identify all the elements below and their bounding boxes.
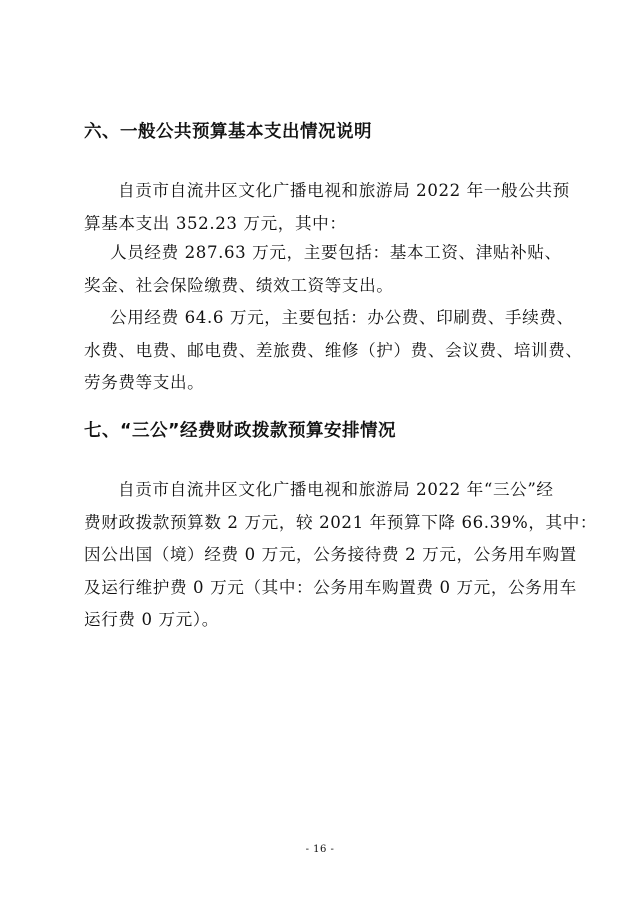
section-6-paragraph-2 — [84, 237, 562, 302]
text-line: 费财政拨款预算数 2 万元，较 2021 年预算下降 66.39%，其中： — [84, 512, 598, 532]
text-line: 自贡市自流井区文化广播电视和旅游局 2022 年一般公共预 — [118, 181, 570, 200]
page-number: - 16 - — [305, 844, 335, 855]
section-6-heading: 六、一般公共预算基本支出情况说明 — [84, 122, 372, 142]
section-7-paragraph-1 — [84, 474, 598, 637]
text-line: 运行费 0 万元）。 — [84, 610, 219, 629]
text-line: 人员经费 287.63 万元，主要包括：基本工资、津贴补贴、 — [110, 243, 562, 262]
section-6-paragraph-3 — [84, 302, 583, 400]
text-line: 水费、电费、邮电费、差旅费、维修（护）费、会议费、培训费、 — [84, 340, 583, 360]
section-7-heading: 七、“三公”经费财政拨款预算安排情况 — [84, 421, 397, 441]
section-6-paragraph-1 — [84, 175, 570, 240]
text-line: 及运行维护费 0 万元（其中：公务用车购置费 0 万元，公务用车 — [84, 577, 577, 597]
text-line: 劳务费等支出。 — [84, 373, 205, 392]
text-line: 自贡市自流井区文化广播电视和旅游局 2022 年“三公”经 — [118, 480, 554, 499]
text-line: 奖金、社会保险缴费、绩效工资等支出。 — [84, 275, 394, 295]
text-line: 算基本支出 352.23 万元，其中： — [84, 213, 347, 233]
text-line: 因公出国（境）经费 0 万元，公务接待费 2 万元，公务用车购置 — [84, 545, 577, 564]
text-line: 公用经费 64.6 万元，主要包括：办公费、印刷费、手续费、 — [110, 308, 574, 327]
